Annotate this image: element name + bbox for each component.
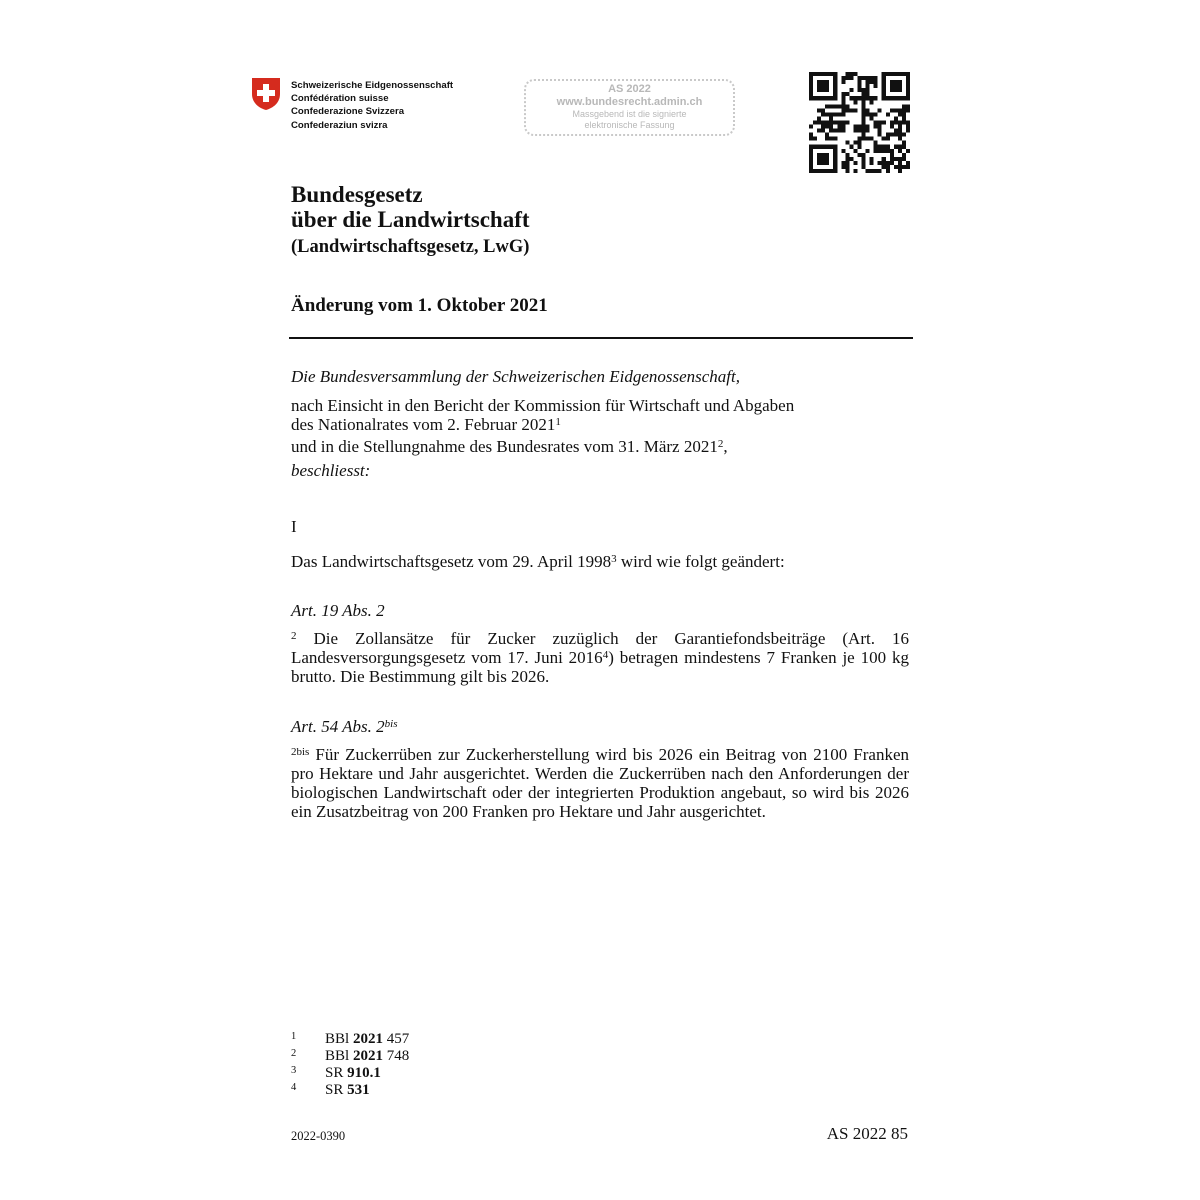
article-54-heading-text: Art. 54 Abs. 2 [291, 717, 385, 736]
footnote-prefix: BBl [325, 1031, 353, 1047]
article-54-heading-sup: bis [384, 718, 398, 730]
amendment-date: Änderung vom 1. Oktober 2021 [291, 295, 548, 316]
footnote-text [325, 1082, 370, 1099]
amendment-intro [291, 552, 785, 571]
preamble-line2 [291, 415, 561, 434]
preamble-decision: beschliesst: [291, 461, 371, 480]
article-19-text [291, 629, 909, 686]
confederation-names [291, 79, 453, 132]
qr-code-icon [809, 72, 910, 173]
article-54-heading [291, 717, 398, 736]
preamble-line3-text: und in die Stellungnahme des Bundesrates vom 31. März 2021 [291, 437, 718, 456]
confederation-name-it: Confederazione Svizzera [291, 106, 405, 118]
preamble-line3-end: , [723, 437, 728, 456]
article-54-text [291, 745, 909, 821]
footnote-bold: 910.1 [347, 1065, 381, 1081]
article-19-text-start: Die Zollansätze für Zucker zuzüglich der Garantiefondsbeiträge (Art. 16 Landesversorgungsgesetz vom 17. Juni 2016 [291, 629, 909, 667]
preamble-line1: nach Einsicht in den Bericht der Kommission für Wirtschaft und Abgaben [291, 396, 795, 415]
section-number: I [291, 517, 297, 536]
footnote-prefix: BBl [325, 1048, 353, 1064]
intro-text-end: wird wie folgt geändert: [616, 552, 785, 571]
paragraph-number: 2bis [291, 746, 310, 758]
article-19-heading: Art. 19 Abs. 2 [291, 601, 385, 620]
footnote-ref-1[interactable]: 1 [555, 416, 561, 428]
document-subtitle: (Landwirtschaftsgesetz, LwG) [291, 237, 530, 257]
article-19-text-end: ) betragen mindestens 7 Franken je 100 kg brutto. Die Bestimmung gilt bis 2026. [291, 648, 909, 686]
footnote-bold: 2021 [352, 1031, 383, 1047]
publication-stamp [524, 79, 735, 136]
footnote-prefix: SR [325, 1065, 348, 1081]
article-54-text-body: Für Zuckerrüben zur Zuckerherstellung wird bis 2026 ein Beitrag von 2100 Franken pro Hektare und Jahr ausgerichtet. Werden die Zuckerrüben nach den Anforderungen der biologischen Landwirtschaft oder der integrierten Produktion angebaut, so wird bis 2026 ein Zusatzbeitrag von 200 Franken pro Hektare und Jahr ausgerichtet. [291, 745, 909, 821]
preamble-line3 [291, 437, 728, 456]
footnote-prefix: SR [325, 1082, 348, 1098]
confederation-name-fr: Confédération suisse [291, 93, 389, 105]
footnote-text [325, 1048, 409, 1065]
footnote-bold: 531 [347, 1082, 370, 1098]
title-line1: Bundesgesetz [291, 182, 423, 207]
swiss-coat-of-arms-icon [251, 77, 281, 111]
footnote-number: 3 [291, 1065, 297, 1076]
stamp-collection: AS 2022 [608, 83, 651, 95]
confederation-name-rm: Confederaziun svizra [291, 119, 388, 131]
stamp-url: www.bundesrecht.admin.ch [556, 96, 703, 108]
footnote-number: 2 [291, 1048, 297, 1059]
stamp-note-line2: elektronische Fassung [584, 120, 675, 130]
document-title [291, 182, 530, 232]
footnote-suffix: 457 [382, 1031, 410, 1047]
document-code: 2022-0390 [291, 1129, 346, 1143]
stamp-note-line1: Massgebend ist die signierte [572, 109, 687, 119]
footnote-ref-4[interactable]: 4 [602, 649, 609, 661]
footnote-bold: 2021 [352, 1048, 383, 1064]
footnote-ref-2[interactable]: 2 [717, 438, 724, 450]
intro-text-start: Das Landwirtschaftsgesetz vom 29. April 1998 [291, 552, 612, 571]
footnote-ref-3[interactable]: 3 [611, 553, 617, 565]
footnote-text [325, 1031, 409, 1048]
footnote-number: 1 [291, 1031, 297, 1042]
footnote-text [325, 1065, 381, 1082]
preamble-authority: Die Bundesversammlung der Schweizerischen Eidgenossenschaft, [291, 367, 740, 386]
footnote-number: 4 [291, 1082, 297, 1093]
paragraph-number: 2 [291, 630, 297, 642]
preamble-line2-text: des Nationalrates vom 2. Februar 2021 [291, 415, 556, 434]
official-collection-reference: AS 2022 85 [826, 1124, 908, 1143]
title-line2: über die Landwirtschaft [291, 207, 530, 232]
confederation-name-de: Schweizerische Eidgenossenschaft [291, 80, 454, 91]
footnote-suffix: 748 [382, 1048, 410, 1064]
title-divider [289, 337, 913, 339]
